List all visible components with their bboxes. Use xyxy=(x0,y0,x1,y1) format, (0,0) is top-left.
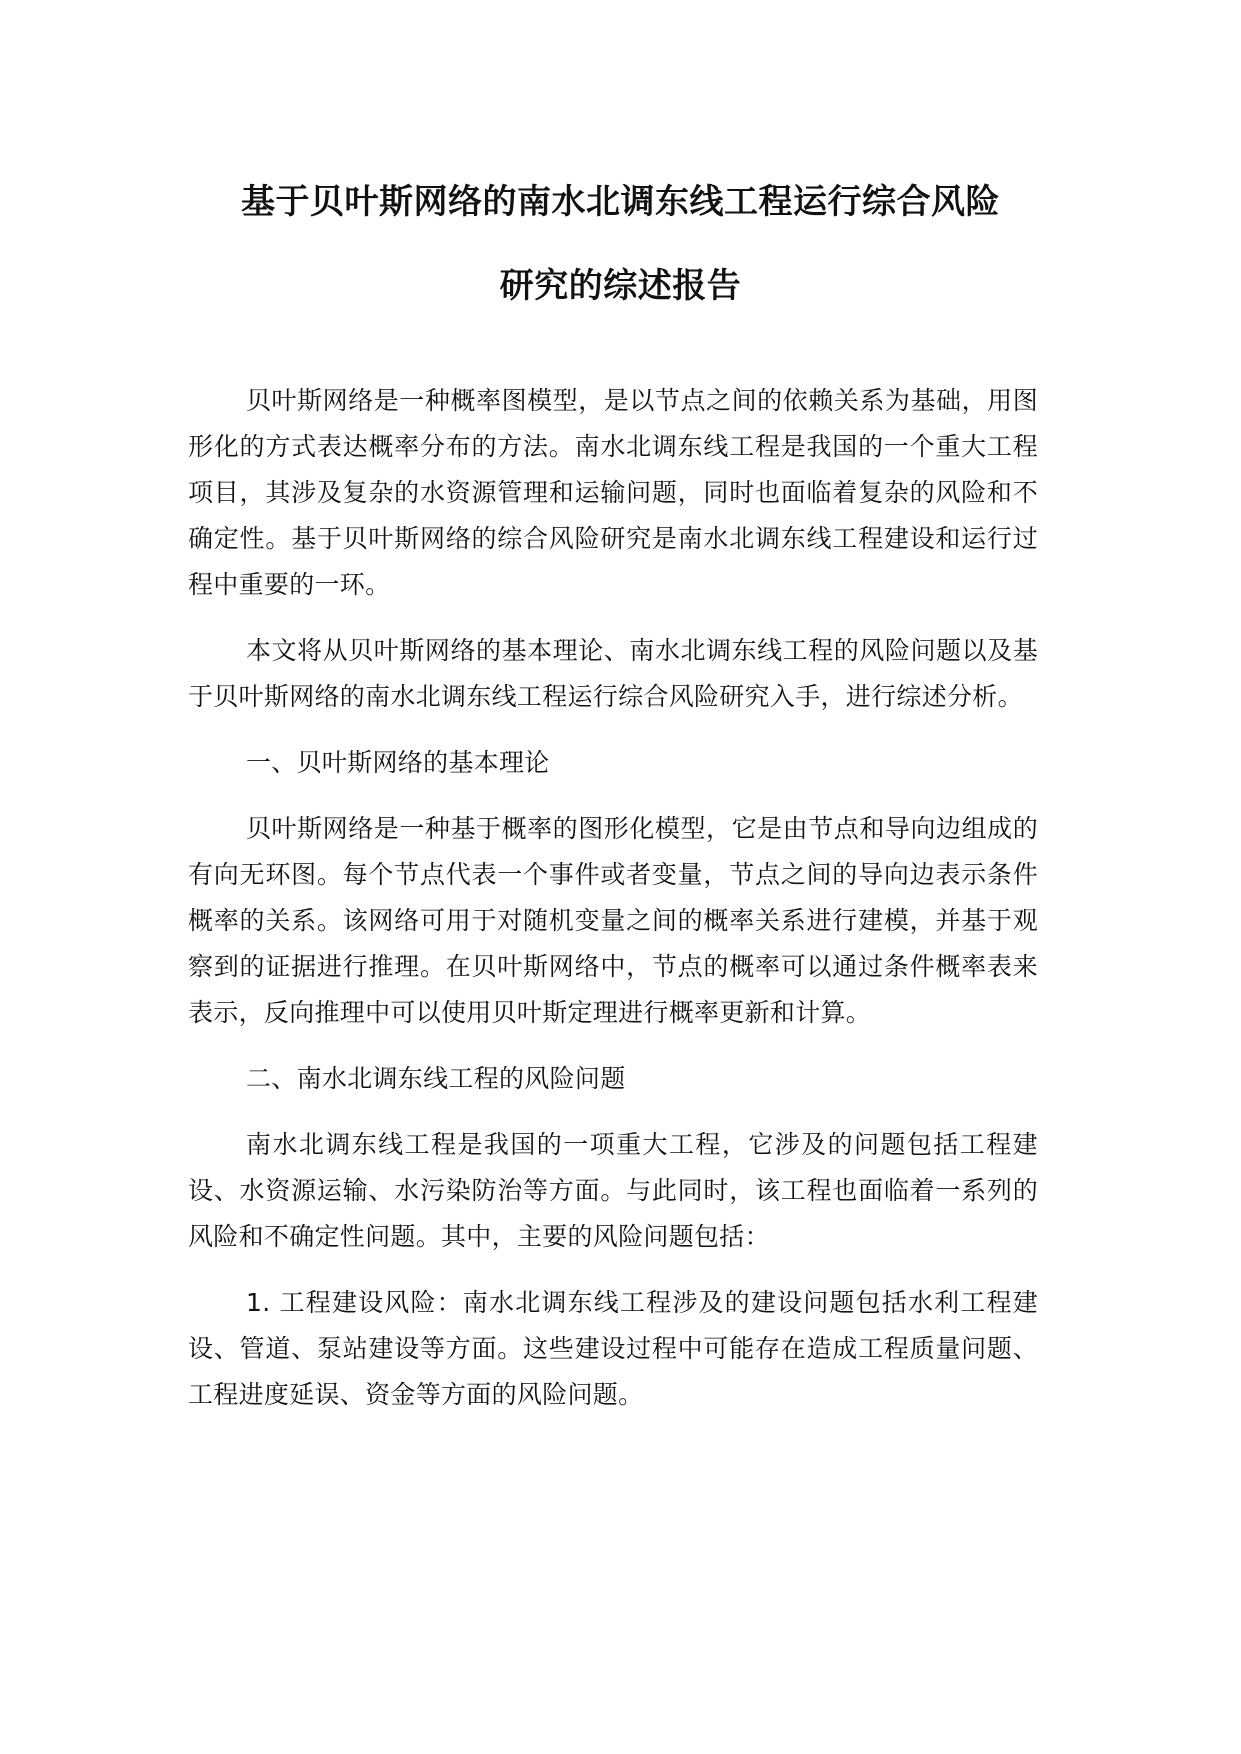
intro-paragraph: 贝叶斯网络是一种概率图模型，是以节点之间的依赖关系为基础，用图形化的方式表达概率分布的方法。南水北调东线工程是我国的一个重大工程项目，其涉及复杂的水资源管理和运输问题，同时也面临着复杂的风险和不确定性。基于贝叶斯网络的综合风险研究是南水北调东线工程建设和运行过程中重要的一环。 xyxy=(188,386,1038,599)
section-2-list-item: 1. 工程建设风险：南水北调东线工程涉及的建设问题包括水利工程建设、管道、泵站建设等方面。这些建设过程中可能存在造成工程质量问题、工程进度延误、资金等方面的风险问题。 xyxy=(188,1288,1038,1409)
document-title-line-1: 基于贝叶斯网络的南水北调东线工程运行综合风险 xyxy=(241,182,1000,222)
document-title-line-2: 研究的综述报告 xyxy=(499,266,742,306)
section-2-paragraph: 南水北调东线工程是我国的一项重大工程，它涉及的问题包括工程建设、水资源运输、水污染防治等方面。与此同时，该工程也面临着一系列的风险和不确定性问题。其中，主要的风险问题包括： xyxy=(188,1130,1038,1251)
section-2-heading: 二、南水北调东线工程的风险问题 xyxy=(246,1064,626,1093)
document-body xyxy=(188,378,1038,1438)
section-1-paragraph: 贝叶斯网络是一种基于概率的图形化模型，它是由节点和导向边组成的有向无环图。每个节点代表一个事件或者变量，节点之间的导向边表示条件概率的关系。该网络可用于对随机变量之间的概率关系进行建模，并基于观察到的证据进行推理。在贝叶斯网络中，节点的概率可以通过条件概率表来表示，反向推理中可以使用贝叶斯定理进行概率更新和计算。 xyxy=(188,814,1038,1027)
section-1-heading: 一、贝叶斯网络的基本理论 xyxy=(246,748,550,777)
scope-paragraph: 本文将从贝叶斯网络的基本理论、南水北调东线工程的风险问题以及基于贝叶斯网络的南水北调东线工程运行综合风险研究入手，进行综述分析。 xyxy=(188,636,1038,711)
